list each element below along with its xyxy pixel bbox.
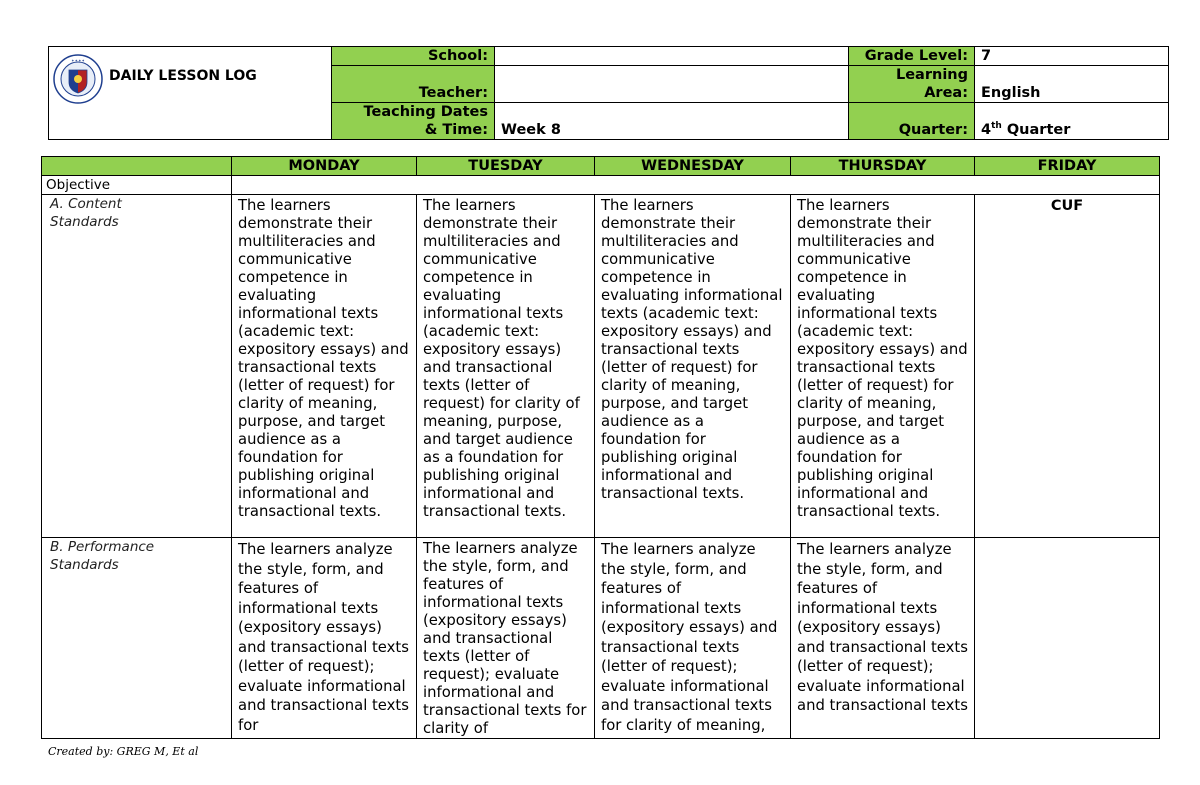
day-header-monday: MONDAY bbox=[232, 157, 417, 176]
performance-standards-thursday[interactable]: The learners analyze the style, form, and features of informational texts (expository essays) and transactional texts (letter of request); evaluate informational and transactional texts bbox=[791, 538, 975, 739]
performance-standards-label bbox=[42, 538, 232, 739]
teacher-label: Teacher: bbox=[332, 66, 495, 103]
header-table bbox=[48, 46, 1169, 140]
quarter-word: Quarter bbox=[1001, 122, 1071, 138]
teaching-dates-label-line2: & Time: bbox=[424, 122, 488, 138]
teaching-dates-value[interactable]: Week 8 bbox=[495, 103, 849, 140]
deped-seal-icon bbox=[53, 54, 103, 104]
performance-standards-wednesday[interactable]: The learners analyze the style, form, and features of informational texts (expository essays) and transactional texts (letter of request); evaluate informational and transactional texts for clarity of meaning, bbox=[595, 538, 791, 739]
school-label: School: bbox=[332, 47, 495, 66]
performance-standards-tuesday[interactable]: The learners analyze the style, form, and features of informational texts (expository essays) and transactional texts (letter of request); evaluate informational and transactional texts for clarity of bbox=[417, 538, 595, 739]
corner-cell bbox=[42, 157, 232, 176]
teaching-dates-label-line1: Teaching Dates bbox=[363, 104, 488, 120]
content-standards-wednesday[interactable]: The learners demonstrate their multiliteracies and communicative competence in evaluating informational texts (academic text: expository essays) and transactional texts (letter of request) for clarity of meaning, purpose, and target audience as a foundation for publishing original informational and transactional texts. bbox=[595, 195, 791, 538]
content-standards-friday[interactable]: CUF bbox=[975, 195, 1160, 538]
day-header-tuesday: TUESDAY bbox=[417, 157, 595, 176]
learning-area-label-line2: Area: bbox=[924, 85, 968, 101]
teaching-dates-label bbox=[332, 103, 495, 140]
grade-level-value[interactable]: 7 bbox=[975, 47, 1169, 66]
teacher-value[interactable] bbox=[495, 66, 849, 103]
day-header-thursday: THURSDAY bbox=[791, 157, 975, 176]
content-standards-label bbox=[42, 195, 232, 538]
day-header-wednesday: WEDNESDAY bbox=[595, 157, 791, 176]
learning-area-label bbox=[849, 66, 975, 103]
objective-cell[interactable] bbox=[232, 176, 1160, 195]
performance-standards-label-line1: B. Performance bbox=[50, 539, 155, 555]
content-standards-label-line1: A. Content bbox=[50, 196, 122, 212]
content-standards-monday[interactable]: The learners demonstrate their multiliteracies and communicative competence in evaluating informational texts (academic text: expository essays) and transactional texts (letter of request) for clarity of meaning, purpose, and target audience as a foundation for publishing original informational and transactional texts. bbox=[232, 195, 417, 538]
quarter-value[interactable] bbox=[975, 103, 1169, 140]
school-value[interactable] bbox=[495, 47, 849, 66]
grade-level-label: Grade Level: bbox=[849, 47, 975, 66]
learning-area-label-line1: Learning bbox=[895, 67, 968, 83]
footer-credit: Created by: GREG M, Et al bbox=[48, 745, 199, 758]
performance-standards-friday[interactable] bbox=[975, 538, 1160, 739]
content-standards-tuesday[interactable]: The learners demonstrate their multiliteracies and communicative competence in evaluating informational texts (academic text: expository essays) and transactional texts (letter of request) for clarity of meaning, purpose, and target audience as a foundation for publishing original informational and transactional texts. bbox=[417, 195, 595, 538]
learning-area-value[interactable]: English bbox=[975, 66, 1169, 103]
objective-label: Objective bbox=[42, 176, 232, 195]
document-title: DAILY LESSON LOG bbox=[109, 68, 257, 84]
day-header-friday: FRIDAY bbox=[975, 157, 1160, 176]
lesson-table bbox=[41, 156, 1160, 739]
title-cell bbox=[49, 47, 332, 140]
quarter-ordinal: th bbox=[991, 121, 1002, 132]
performance-standards-monday[interactable]: The learners analyze the style, form, and features of informational texts (expository essays) and transactional texts (letter of request); evaluate informational and transactional texts for bbox=[232, 538, 417, 739]
content-standards-thursday[interactable]: The learners demonstrate their multiliteracies and communicative competence in evaluating informational texts (academic text: expository essays) and transactional texts (letter of request) for clarity of meaning, purpose, and target audience as a foundation for publishing original informational and transactional texts. bbox=[791, 195, 975, 538]
svg-text:* * * *: * * * * bbox=[71, 59, 85, 64]
performance-standards-label-line2: Standards bbox=[50, 557, 119, 573]
content-standards-label-line2: Standards bbox=[50, 214, 119, 230]
quarter-number: 4 bbox=[981, 122, 992, 138]
quarter-label: Quarter: bbox=[849, 103, 975, 140]
